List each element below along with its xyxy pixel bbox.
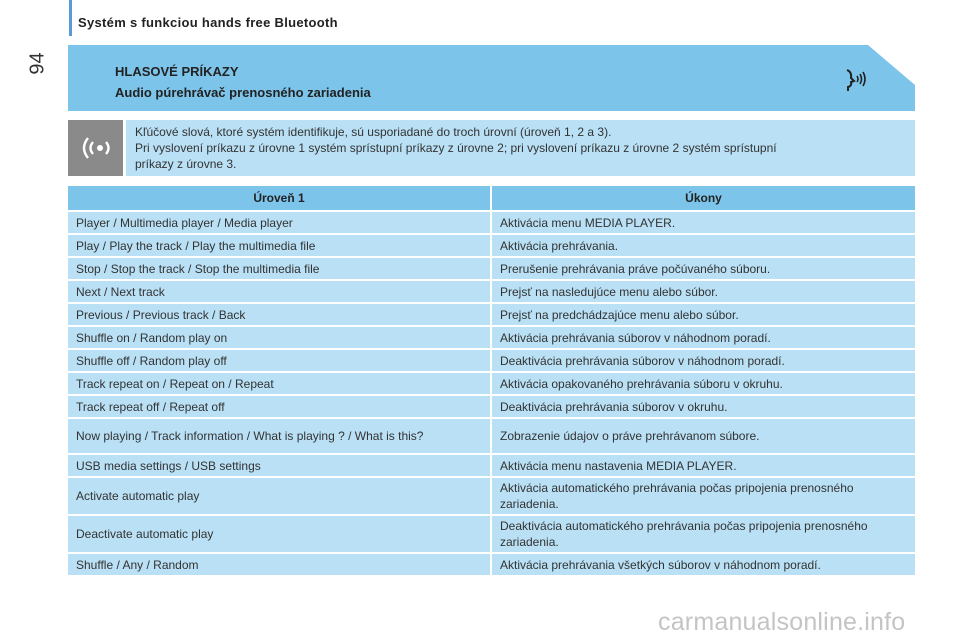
action-cell: Aktivácia menu nastavenia MEDIA PLAYER. (492, 455, 915, 476)
table-row (68, 350, 915, 371)
level1-cell: Track repeat off / Repeat off (68, 396, 492, 417)
table-row (68, 235, 915, 256)
section-title: HLASOVÉ PRÍKAZY (115, 64, 239, 79)
intro-line: Kľúčové slová, ktoré systém identifikuje, sú usporiadané do troch úrovní (úroveň 1, 2 a 3). (135, 125, 612, 139)
table-row (68, 554, 915, 575)
table-row (68, 258, 915, 279)
level1-cell: Stop / Stop the track / Stop the multimedia file (68, 258, 492, 279)
action-cell: Deaktivácia prehrávania súborov v náhodnom poradí. (492, 350, 915, 371)
intro-line: Pri vyslovení príkazu z úrovne 1 systém sprístupní príkazy z úrovne 2; pri vyslovení príkazu z úrovne 2 systém sprístupní (135, 141, 777, 155)
level1-cell: Player / Multimedia player / Media player (68, 212, 492, 233)
table-row (68, 327, 915, 348)
watermark: carmanualsonline.info (658, 608, 906, 636)
table-row (68, 516, 915, 552)
level1-cell: Track repeat on / Repeat on / Repeat (68, 373, 492, 394)
level1-cell: Activate automatic play (68, 478, 492, 514)
action-cell: Prerušenie prehrávania práve počúvaného súboru. (492, 258, 915, 279)
table-header-row (68, 186, 915, 210)
page-header-title: Systém s funkciou hands free Bluetooth (78, 15, 338, 30)
table-row (68, 212, 915, 233)
action-cell: Zobrazenie údajov o práve prehrávanom súbore. (492, 419, 915, 453)
page-number: 94 (26, 52, 49, 75)
action-cell: Deaktivácia automatického prehrávania počas pripojenia prenosného zariadenia. (492, 516, 915, 552)
level1-cell: Previous / Previous track / Back (68, 304, 492, 325)
voice-waves-icon-box (68, 120, 123, 176)
intro-line: príkazy z úrovne 3. (135, 157, 237, 171)
action-cell: Aktivácia prehrávania súborov v náhodnom poradí. (492, 327, 915, 348)
action-cell: Aktivácia menu MEDIA PLAYER. (492, 212, 915, 233)
level1-cell: Next / Next track (68, 281, 492, 302)
action-cell: Deaktivácia prehrávania súborov v okruhu. (492, 396, 915, 417)
action-cell: Prejsť na nasledujúce menu alebo súbor. (492, 281, 915, 302)
level1-cell: Now playing / Track information / What is playing ? / What is this? (68, 419, 492, 453)
column-header-level1: Úroveň 1 (68, 186, 492, 210)
table-row (68, 304, 915, 325)
level1-cell: Play / Play the track / Play the multimedia file (68, 235, 492, 256)
table-row (68, 373, 915, 394)
table-row (68, 419, 915, 453)
level1-cell: Shuffle on / Random play on (68, 327, 492, 348)
table-row (68, 455, 915, 476)
level1-cell: Shuffle off / Random play off (68, 350, 492, 371)
speaking-head-icon (838, 66, 870, 94)
section-subtitle: Audio púrehrávač prenosného zariadenia (115, 85, 371, 100)
action-cell: Aktivácia prehrávania všetkých súborov v náhodnom poradí. (492, 554, 915, 575)
voice-commands-table (68, 184, 915, 577)
level1-cell: Shuffle / Any / Random (68, 554, 492, 575)
accent-bar (69, 0, 72, 36)
action-cell: Aktivácia prehrávania. (492, 235, 915, 256)
table-row (68, 281, 915, 302)
action-cell: Prejsť na predchádzajúce menu alebo súbor. (492, 304, 915, 325)
table-row (68, 478, 915, 514)
level1-cell: Deactivate automatic play (68, 516, 492, 552)
voice-waves-icon (81, 135, 111, 161)
intro-text (135, 124, 905, 172)
table-row (68, 396, 915, 417)
column-header-actions: Úkony (492, 186, 915, 210)
level1-cell: USB media settings / USB settings (68, 455, 492, 476)
action-cell: Aktivácia automatického prehrávania počas pripojenia prenosného zariadenia. (492, 478, 915, 514)
action-cell: Aktivácia opakovaného prehrávania súboru v okruhu. (492, 373, 915, 394)
